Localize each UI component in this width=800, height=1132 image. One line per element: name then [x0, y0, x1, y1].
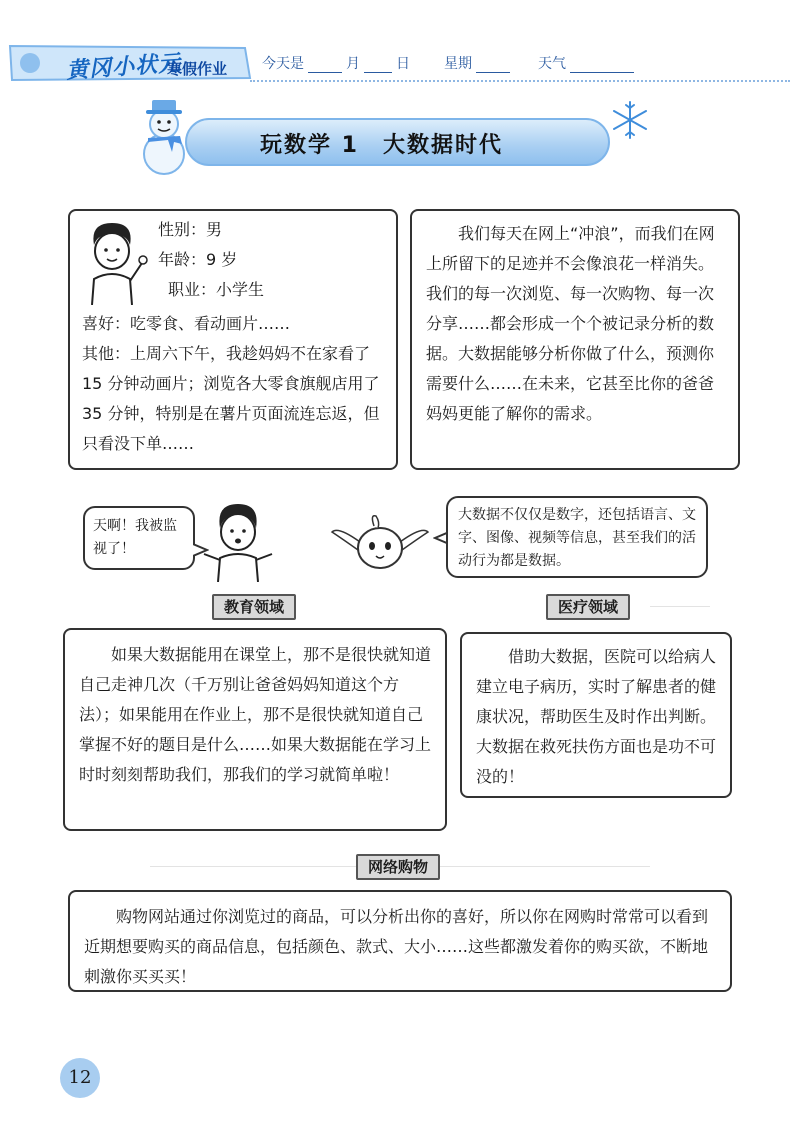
shopping-card	[68, 890, 732, 992]
cartoon-bird-icon	[330, 506, 430, 578]
profile-basic-info	[158, 215, 264, 305]
kid-speech-bubble	[83, 506, 195, 570]
snowman-icon	[128, 96, 200, 176]
brand-subtitle: 寒假作业	[167, 60, 228, 78]
profile-details	[82, 309, 394, 459]
date-weather-fields	[262, 53, 638, 73]
profile-card	[68, 209, 398, 470]
day-blank	[364, 59, 392, 73]
kid-speech-text: 天啊！我被监视了！	[93, 518, 177, 557]
profile-other: 其他：上周六下午，我趁妈妈不在家看了 15 分钟动画片；浏览各大零食旗舰店用了 35 分钟，特别是在薯片页面流连忘返，但只看没下单……	[82, 344, 380, 453]
weather-blank	[570, 59, 634, 73]
day-label: 日	[396, 56, 410, 72]
medical-text: 借助大数据，医院可以给病人建立电子病历，实时了解患者的健康状况，帮助医生及时作出判断。大数据在救死扶伤方面也是功不可没的！	[476, 647, 717, 786]
label-medical: 医疗领域	[546, 594, 630, 620]
header-dotted-line	[250, 80, 790, 82]
weather-label: 天气	[538, 56, 566, 72]
page-title: 玩数学 1 大数据时代	[260, 133, 503, 158]
boy-waving-icon	[76, 217, 148, 305]
bird-speech-bubble	[446, 496, 708, 578]
profile-age: 年龄：9 岁	[158, 250, 238, 269]
month-blank	[308, 59, 342, 73]
big-data-intro-card	[410, 209, 740, 470]
education-card	[63, 628, 447, 831]
profile-hobby: 喜好：吃零食、看动画片……	[82, 314, 291, 333]
snowflake-icon	[610, 100, 650, 140]
education-text: 如果大数据能用在课堂上，那不是很快就知道自己走神几次（千万别让爸爸妈妈知道这个方法）；如果能用在作业上，那不是很快就知道自己掌握不好的题目是什么……如果大数据能在学习上时时刻刻帮助我们，那我们的学习就简单啦！	[79, 645, 432, 784]
medical-label-rule	[650, 606, 710, 607]
today-label: 今天是	[262, 56, 304, 72]
weekday-label: 星期	[444, 56, 472, 72]
label-shopping: 网络购物	[356, 854, 440, 880]
intro-text: 我们每天在网上“冲浪”，而我们在网上所留下的足迹并不会像浪花一样消失。我们的每一次浏览、每一次购物、每一次分享……都会形成一个个被记录分析的数据。大数据能够分析你做了什么，预测你需要什么……在未来，它甚至比你的爸爸妈妈更能了解你的需求。	[426, 224, 715, 423]
shopping-text: 购物网站通过你浏览过的商品，可以分析出你的喜好，所以你在网购时常常可以看到近期想要购买的商品信息，包括颜色、款式、大小……这些都激发着你的购买欲，不断地刺激你买买买！	[84, 907, 709, 986]
bird-speech-text: 大数据不仅仅是数字，还包括语言、文字、图像、视频等信息，甚至我们的活动行为都是数据。	[458, 507, 696, 569]
label-education: 教育领域	[212, 594, 296, 620]
profile-job: 职业：小学生	[168, 280, 265, 299]
page-number: 12	[60, 1058, 100, 1098]
medical-card	[460, 632, 732, 798]
brand-logo: 黄冈小状元	[65, 50, 182, 84]
month-label: 月	[346, 56, 360, 72]
profile-gender: 性别：男	[158, 220, 223, 239]
weekday-blank	[476, 59, 510, 73]
boy-surprised-icon	[198, 500, 278, 582]
